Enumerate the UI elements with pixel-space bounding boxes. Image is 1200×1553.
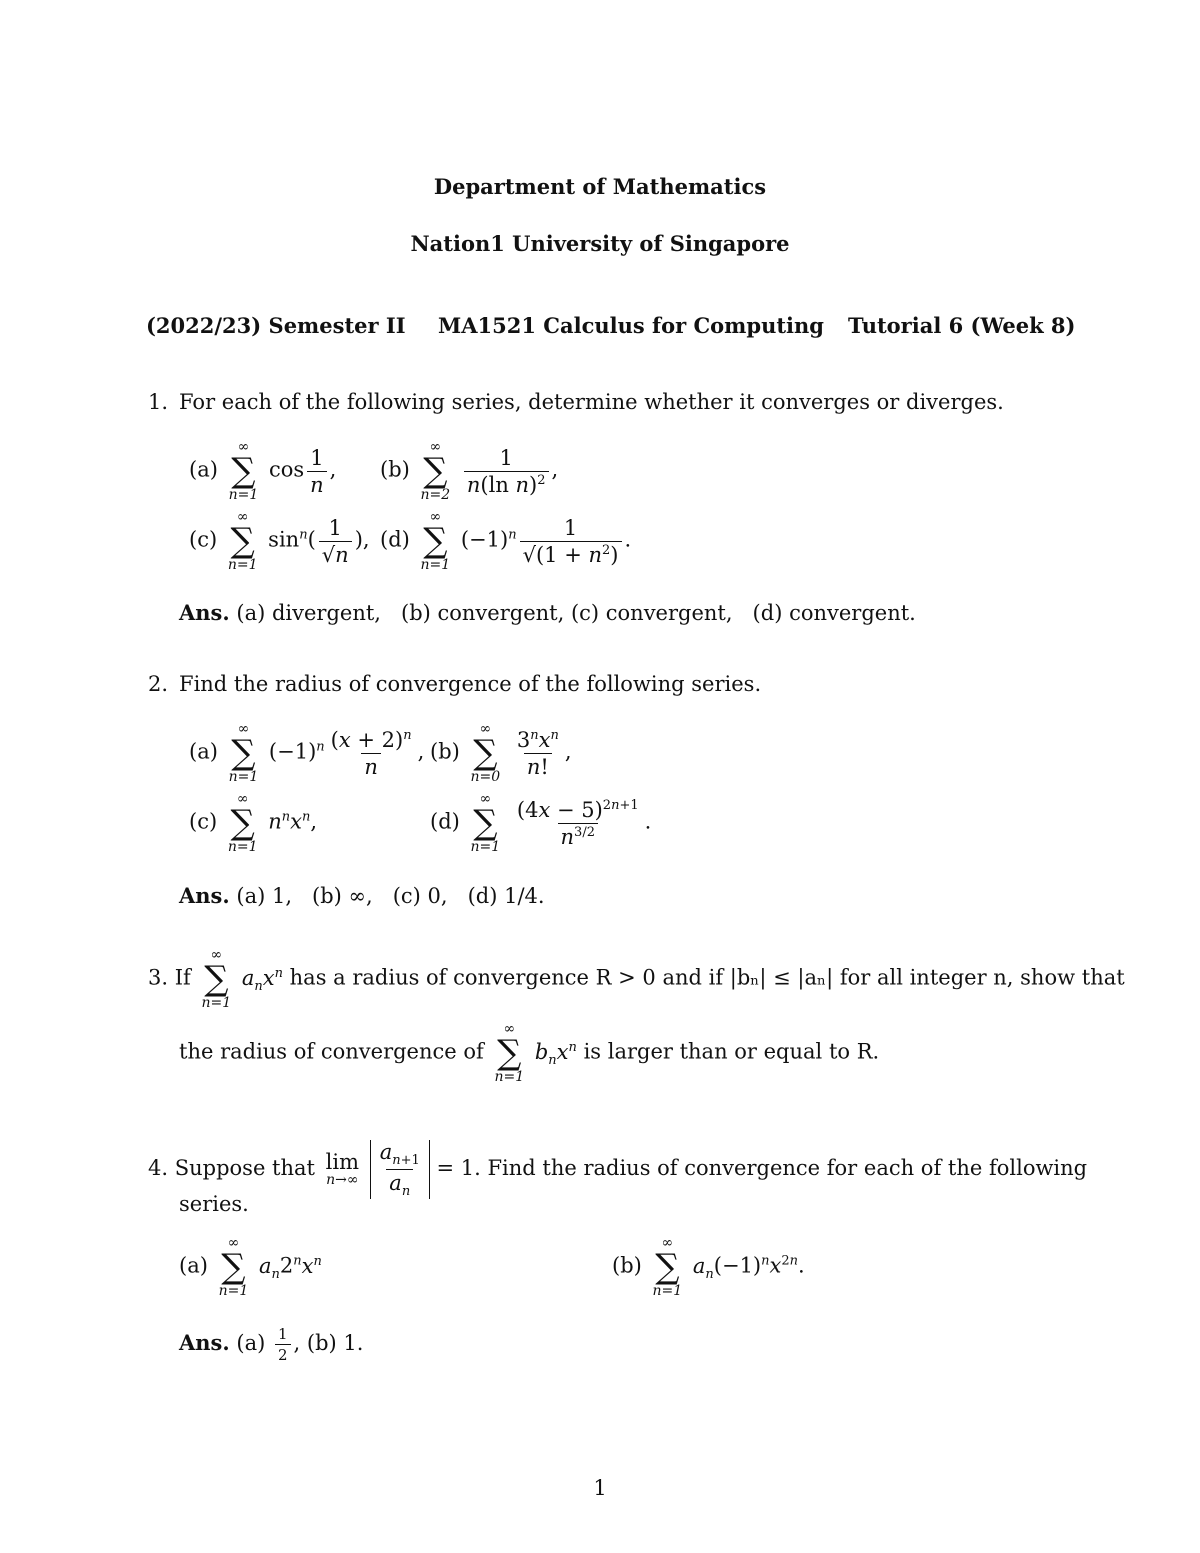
- q4-line1: 4. Suppose that lim n→∞ $\frac{a_{n+1}}{a_n}$ = 1. Find the radius of convergence for each of the following: [148, 1140, 1088, 1200]
- sum-sign: ∞ ∑ n=1: [227, 791, 258, 855]
- q4-pre: Suppose that: [174, 1156, 315, 1181]
- page-number: 1: [593, 1476, 607, 1500]
- q3-line1-post: has a radius of convergence R > 0 and if |bₙ| ≤ |aₙ| for all integer n, show that: [289, 965, 1125, 990]
- q1-answer: [179, 600, 916, 625]
- sum-sign: ∞ ∑ n=0: [470, 721, 501, 785]
- q4-ans-b: , (b) 1.: [293, 1331, 364, 1355]
- sum-sign: ∞ ∑ n=1: [228, 439, 259, 503]
- q2-label-b: (b): [430, 739, 460, 764]
- department-title: Department of Mathematics: [433, 174, 767, 199]
- q2-ans-text: (a) 1, (b) ∞, (c) 0, (d) 1/4.: [236, 884, 545, 908]
- q4-series-a: (a) ∞ ∑ n=1 $a_n2^nx^n$: [179, 1235, 322, 1299]
- q1-number: 1.: [148, 390, 169, 414]
- university-title: Nation1 University of Singapore: [410, 231, 790, 256]
- limit-sign: lim n→∞: [325, 1150, 360, 1189]
- sum-sign: ∞ ∑ n=1: [228, 721, 259, 785]
- sum-sign: ∞ ∑ n=2: [420, 439, 451, 503]
- q1-series-b: (b) ∞ ∑ n=2 $\frac{1}{n(\ln n)^2}$ ,: [380, 439, 559, 503]
- q4-ans-a: (a): [236, 1331, 266, 1355]
- q2-prompt: Find the radius of convergence of the following series.: [179, 672, 762, 696]
- q2-series-a: (a) ∞ ∑ n=1 $(-1)^n$ $\frac{(x + 2)^n}{n}$ ,: [189, 721, 425, 785]
- q1-label-d: (d): [380, 527, 410, 552]
- q1-label-a: (a): [189, 457, 218, 482]
- q3-line2: the radius of convergence of ∞ ∑ n=1 $b_nx^n$ is larger than or equal to R.: [179, 1021, 880, 1085]
- tutorial-label: Tutorial 6 (Week 8): [848, 313, 1076, 338]
- q4-label-a: (a): [179, 1253, 208, 1278]
- sum-sign: ∞ ∑ n=1: [218, 1235, 249, 1299]
- q2-label-d: (d): [430, 809, 460, 834]
- semester-label: (2022/23) Semester II: [146, 313, 406, 338]
- q1-label-b: (b): [380, 457, 410, 482]
- q1-prompt: For each of the following series, determine whether it converges or diverges.: [179, 390, 1004, 414]
- q2-label-a: (a): [189, 739, 218, 764]
- q2-series-d: (d) ∞ ∑ n=1 $\frac{(4x - 5)^{2n+1}}{n^{3/2}}$ .: [430, 791, 652, 855]
- q3-line1: 3. If ∞ ∑ n=1 $a_nx^n$ has a radius of convergence R > 0 and if |bₙ| ≤ |aₙ| for all integer n, show that: [148, 947, 1125, 1011]
- course-label: MA1521 Calculus for Computing: [438, 313, 824, 338]
- q1-series-c: (c) ∞ ∑ n=1 $\sin^n$( $\frac{1}{√n}$ ),: [189, 509, 370, 573]
- q1-ans-text: (a) divergent, (b) convergent, (c) convergent, (d) convergent.: [236, 601, 916, 625]
- q4-number: 4.: [148, 1156, 169, 1181]
- q4-ans-label: Ans.: [179, 1330, 230, 1355]
- q4-answer: Ans. (a) $\frac{1}{2}$ , (b) 1.: [179, 1325, 364, 1364]
- q3-line2-pre: the radius of convergence of: [179, 1039, 484, 1064]
- q4-cont: series.: [179, 1192, 249, 1216]
- sum-sign: ∞ ∑ n=1: [227, 509, 258, 573]
- q2-series-c: (c) ∞ ∑ n=1 $n^nx^n$,: [189, 791, 317, 855]
- q4-label-b: (b): [612, 1253, 642, 1278]
- sum-sign: ∞ ∑ n=1: [470, 791, 501, 855]
- q3-line2-post: is larger than or equal to R.: [583, 1039, 880, 1064]
- q2-series-b: (b) ∞ ∑ n=0 $\frac{3^nx^n}{n!}$ ,: [430, 721, 572, 785]
- q2-ans-label: Ans.: [179, 883, 230, 908]
- q1-series-d: (d) ∞ ∑ n=1 $(-1)^n$ $\frac{1}{√(1 + n^2)}$ .: [380, 509, 632, 573]
- q3-line1-pre: If: [174, 965, 191, 990]
- sum-sign: ∞ ∑ n=1: [201, 947, 232, 1011]
- q4-post: = 1. Find the radius of convergence for each of the following: [436, 1156, 1088, 1181]
- q1-ans-label: Ans.: [179, 600, 230, 625]
- q1-series-a: (a) ∞ ∑ n=1 cos $\frac{1}{n}$ ,: [189, 439, 337, 503]
- q3-number: 3.: [148, 965, 169, 990]
- q4-series-b: (b) ∞ ∑ n=1 $a_n(-1)^nx^{2n}$.: [612, 1235, 805, 1299]
- sum-sign: ∞ ∑ n=1: [494, 1021, 525, 1085]
- q2-label-c: (c): [189, 809, 218, 834]
- q2-number: 2.: [148, 672, 169, 696]
- q1-label-c: (c): [189, 527, 218, 552]
- sum-sign: ∞ ∑ n=1: [652, 1235, 683, 1299]
- sum-sign: ∞ ∑ n=1: [420, 509, 451, 573]
- q2-answer: [179, 883, 545, 908]
